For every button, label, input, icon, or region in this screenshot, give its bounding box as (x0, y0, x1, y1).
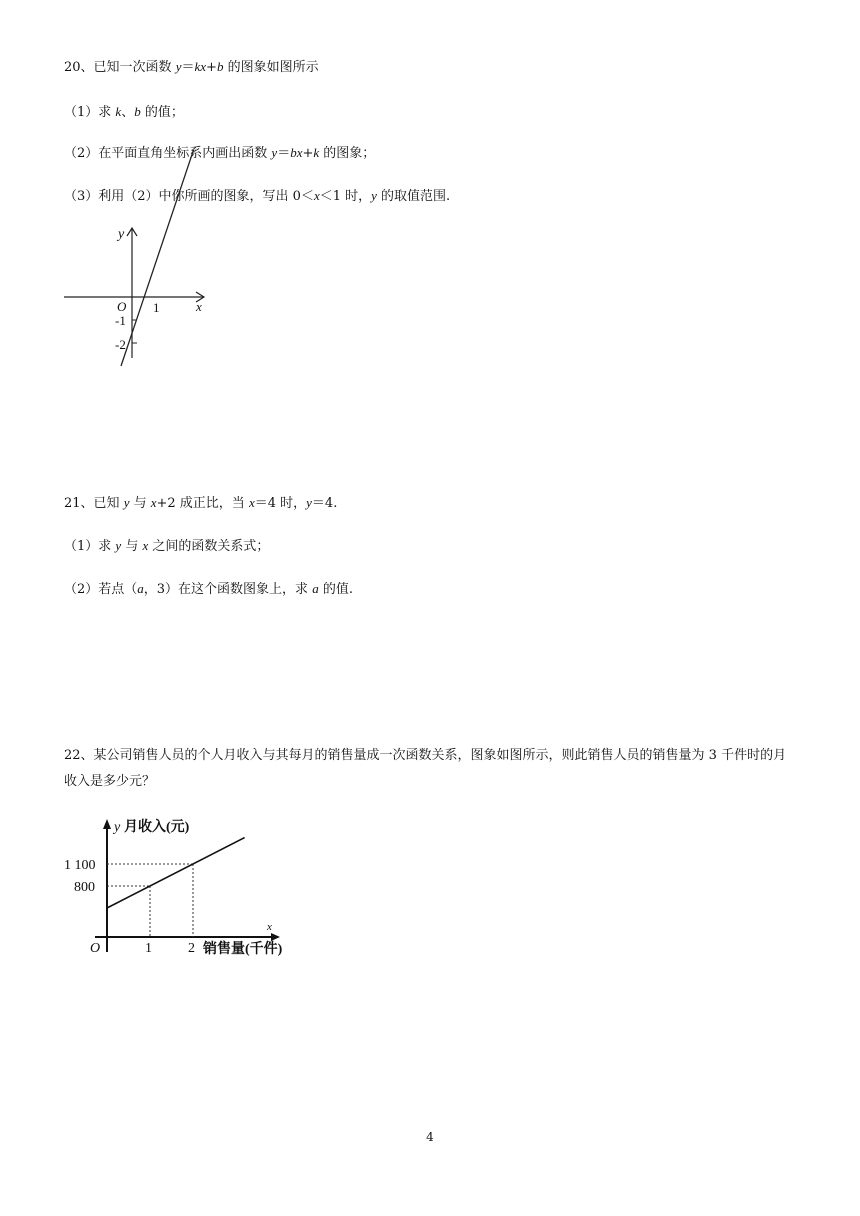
q22-origin-label: O (90, 941, 101, 956)
q22-y-tick-800: 800 (74, 880, 95, 895)
q22-x-axis-title: 销售量(千件) (203, 942, 283, 957)
q22-stem: 22、某公司销售人员的个人月收入与其每月的销售量成一次函数关系，图象如图所示，则此销售人员的销售量为 3 千件时的月收入是多少元？ (64, 748, 787, 789)
q20-stem: 20、已知一次函数 y＝kx+b 的图象如图所示 (64, 59, 319, 75)
q22-y-axis-title: 月收入(元) (124, 820, 190, 835)
page-number: 4 (426, 1130, 434, 1144)
q20-y-label: y (118, 227, 125, 242)
q22-x-axis-var: x (267, 921, 272, 933)
q20-y-tick-minus2: -2 (115, 337, 126, 352)
q22-y-tick-1100: 1 100 (64, 858, 96, 873)
q20-part-1: （1）求 k、b 的值； (64, 104, 184, 120)
q22-y-axis-arrow (103, 819, 111, 829)
q20-x-tick-1: 1 (153, 300, 160, 315)
q20-y-tick-minus1: -1 (115, 313, 126, 328)
q20-part-3: （3）利用（2）中你所画的图象，写出 0＜x＜1 时，y 的取值范围. (64, 188, 451, 204)
q20-part-2: （2）在平面直角坐标系内画出函数 y＝bx+k 的图象； (64, 145, 376, 161)
q21-part-2: （2）若点（a，3）在这个函数图象上，求 a 的值. (64, 581, 353, 597)
q20-origin-label: O (117, 299, 127, 314)
q21-stem: 21、已知 y 与 x+2 成正比，当 x＝4 时，y＝4. (64, 495, 338, 511)
q20-x-label: x (196, 299, 202, 314)
q22-x-tick-1: 1 (145, 941, 152, 956)
q22-income-line (107, 838, 245, 908)
q21-part-1: （1）求 y 与 x 之间的函数关系式； (64, 538, 270, 554)
q22-y-axis-var: y (114, 820, 121, 835)
q22-x-tick-2: 2 (188, 941, 195, 956)
q22-x-axis-arrow (271, 933, 280, 941)
